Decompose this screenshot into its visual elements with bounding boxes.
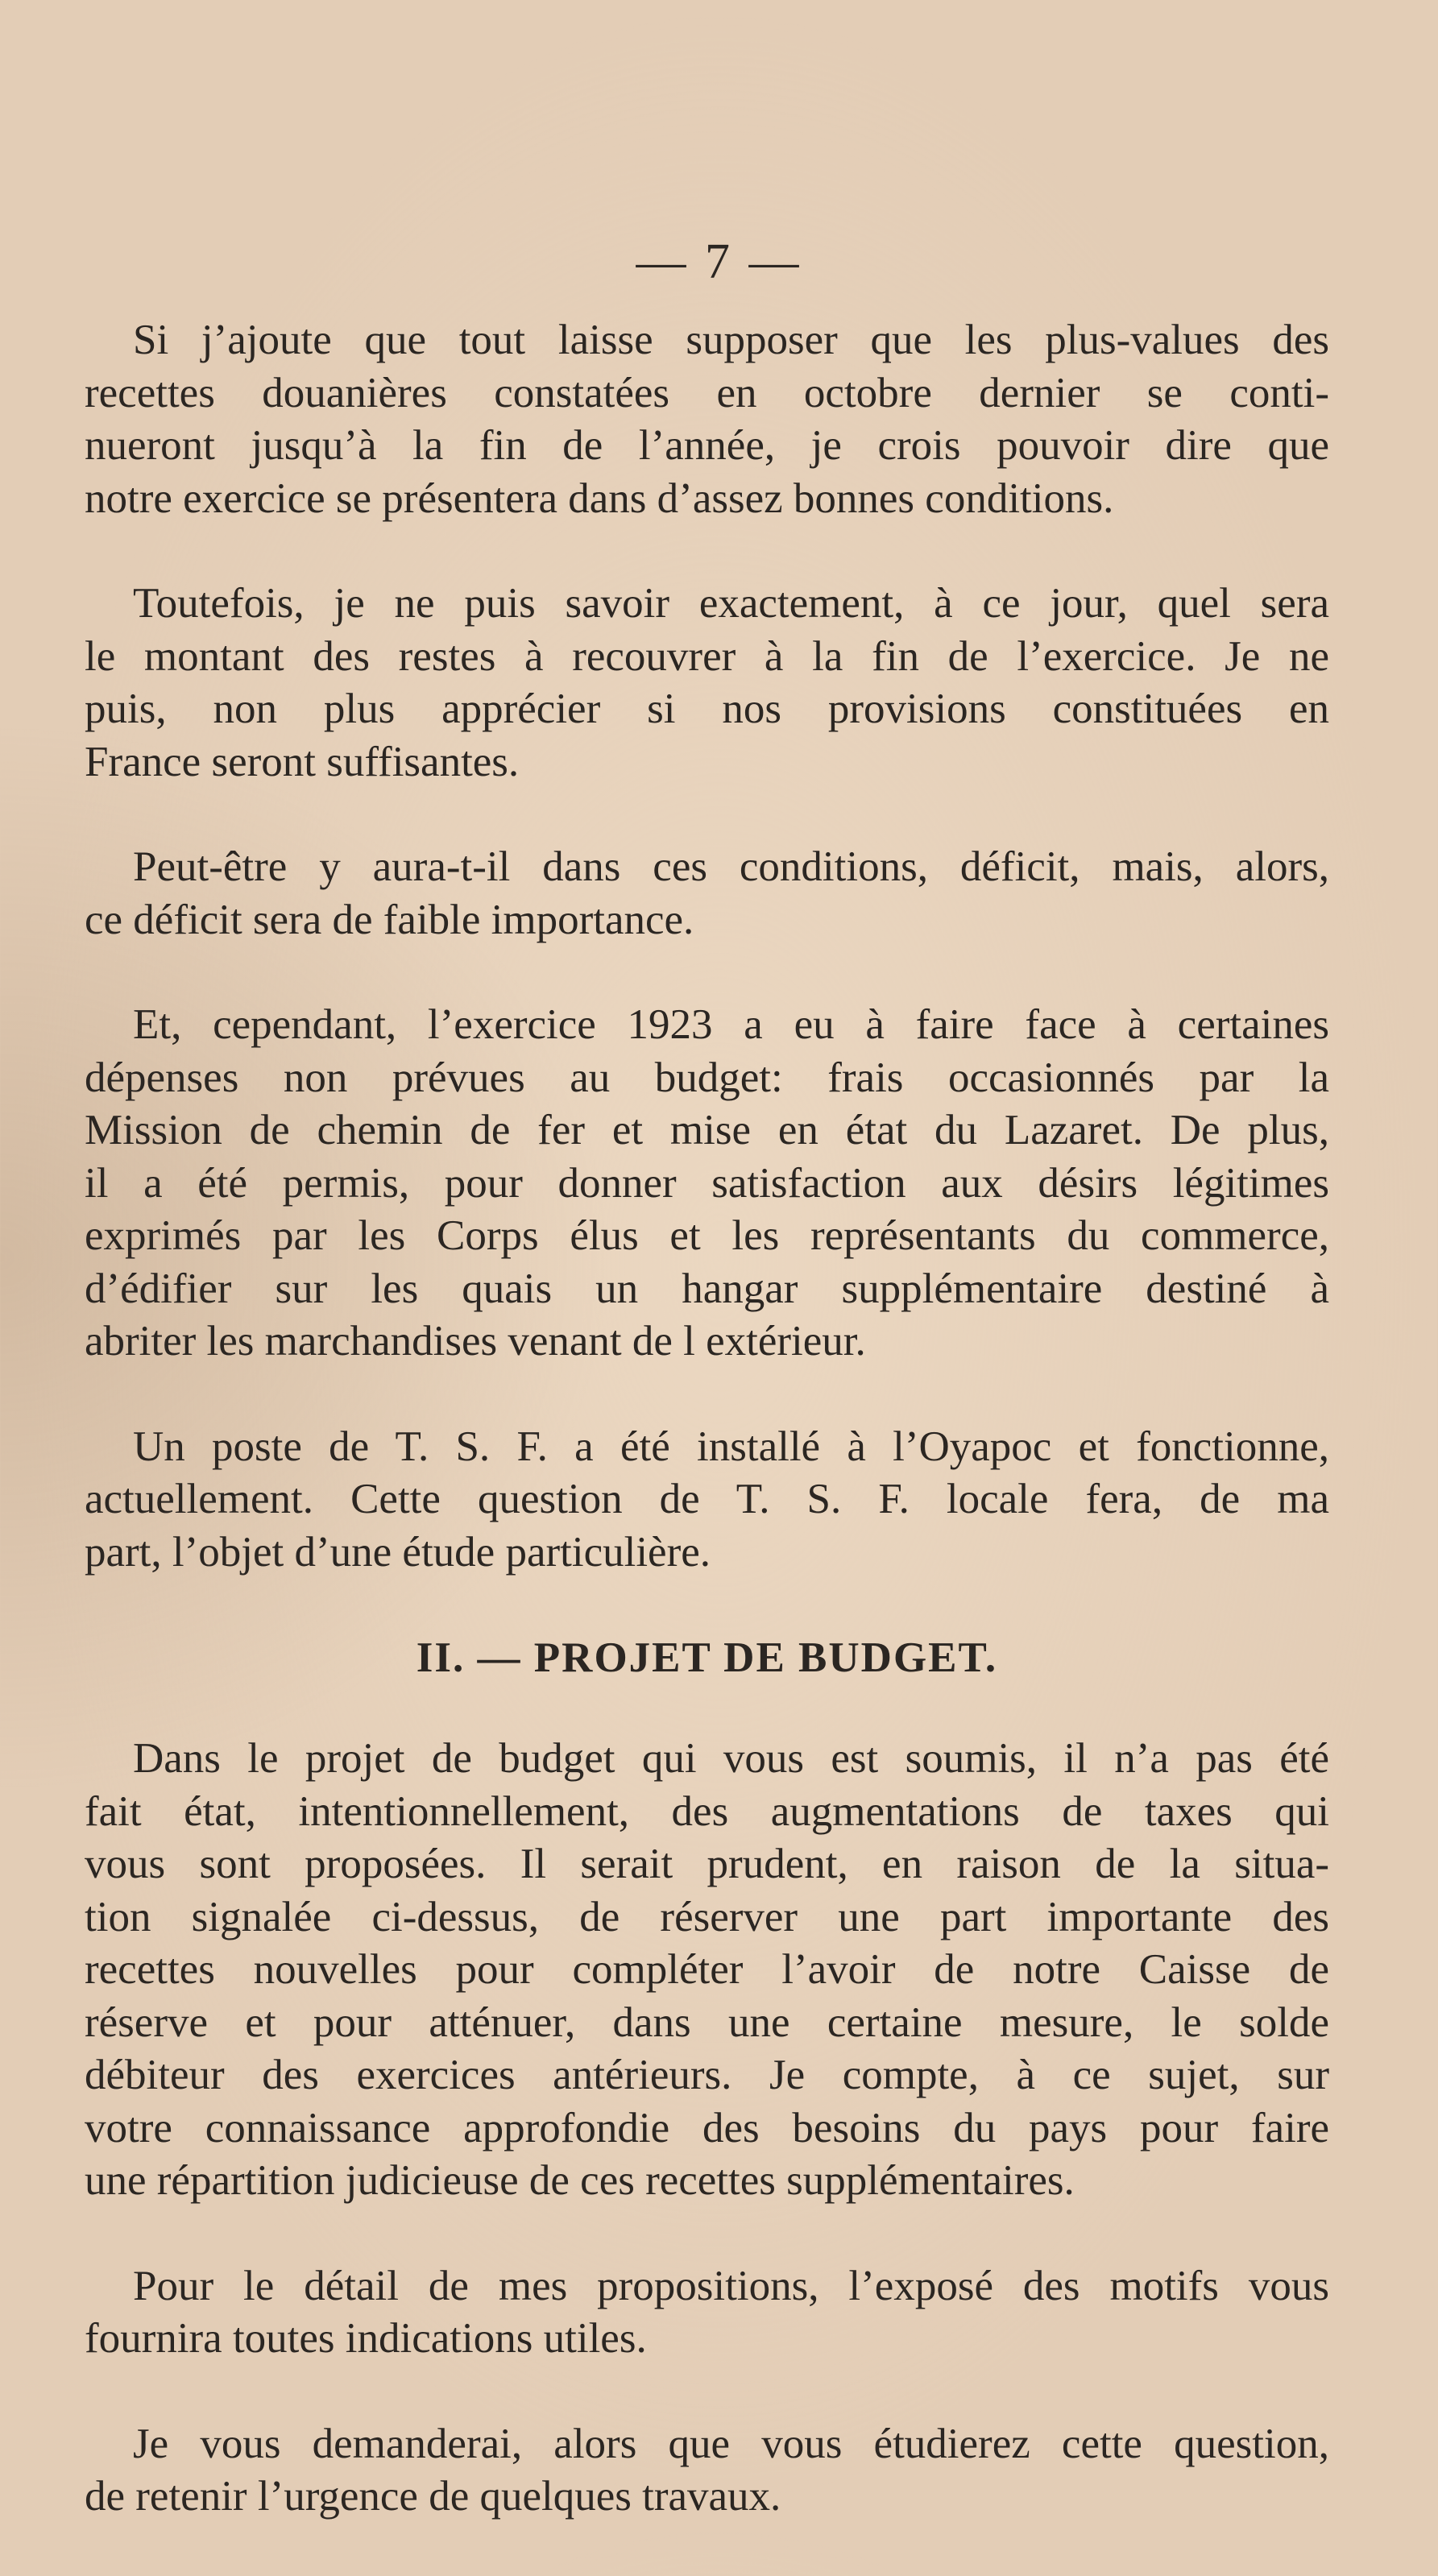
- text-line: il a été permis, pour donner satisfaction aux désirs légitimes: [85, 1159, 1329, 1207]
- text-line: France seront suffisantes.: [85, 738, 520, 785]
- text-line: Peut-être y aura-t-il dans ces conditions, déficit, mais, alors,: [133, 843, 1329, 890]
- paragraph-3: [85, 841, 1329, 946]
- text-line: part, l’objet d’une étude particulière.: [85, 1528, 711, 1576]
- text-line: réserve et pour atténuer, dans une certaine mesure, le solde: [85, 1998, 1329, 2046]
- text-line: Toutefois, je ne puis savoir exactement, à ce jour, quel sera: [133, 580, 1329, 627]
- text-line: abriter les marchandises venant de l extérieur.: [85, 1318, 866, 1365]
- text-line: actuellement. Cette question de T. S. F. locale fera, de ma: [85, 1476, 1329, 1522]
- text-line: une répartition judicieuse de ces recettes supplémentaires.: [85, 2157, 1075, 2204]
- text-line: notre exercice se présentera dans d’assez bonnes conditions.: [85, 474, 1114, 522]
- page-body: [85, 314, 1329, 2576]
- text-line: Et, cependant, l’exercice 1923 a eu à faire face à certaines: [133, 1001, 1329, 1048]
- text-line: fournira toutes indications utiles.: [85, 2315, 647, 2362]
- text-line: Je vous demanderai, alors que vous étudierez cette question,: [133, 2420, 1329, 2467]
- text-line: le montant des restes à recouvrer à la fin de l’exercice. Je ne: [85, 632, 1329, 680]
- paragraph-4: [85, 999, 1329, 1369]
- text-line: tion signalée ci-dessus, de réserver une part importante des: [85, 1893, 1329, 1940]
- paragraph-7: [85, 2260, 1329, 2366]
- text-line: débiteur des exercices antérieurs. Je compte, à ce sujet, sur: [85, 2052, 1329, 2098]
- text-line: recettes nouvelles pour compléter l’avoir de notre Caisse de: [85, 1946, 1329, 1993]
- paragraph-5: [85, 1421, 1329, 1580]
- text-line: nueront jusqu’à la fin de l’année, je crois pouvoir dire que: [85, 422, 1329, 469]
- text-line: Pour le détail de mes propositions, l’exposé des motifs vous: [133, 2262, 1329, 2309]
- text-line: votre connaissance approfondie des besoins du pays pour faire: [85, 2104, 1329, 2151]
- text-line: vous sont proposées. Il serait prudent, en raison de la situa-: [85, 1841, 1329, 1887]
- paragraph-1: [85, 314, 1329, 525]
- text-line: recettes douanières constatées en octobre dernier se conti-: [85, 369, 1329, 416]
- paragraph-6: [85, 1733, 1329, 2208]
- text-line: dépenses non prévues au budget: frais occasionnés par la: [85, 1054, 1329, 1101]
- text-line: Mission de chemin de fer et mise en état du Lazaret. De plus,: [85, 1107, 1329, 1153]
- text-line: de retenir l’urgence de quelques travaux.: [85, 2473, 781, 2520]
- text-line: exprimés par les Corps élus et les représentants du commerce,: [85, 1212, 1329, 1259]
- paragraph-2: [85, 578, 1329, 789]
- text-line: fait état, intentionnellement, des augmentations de taxes qui: [85, 1787, 1329, 1835]
- text-line: d’édifier sur les quais un hangar supplémentaire destiné à: [85, 1265, 1329, 1312]
- paragraph-8: [85, 2418, 1329, 2524]
- text-line: Si j’ajoute que tout laisse supposer que les plus-values des: [133, 317, 1329, 363]
- text-line: ce déficit sera de faible importance.: [85, 896, 694, 943]
- text-line: puis, non plus apprécier si nos provisions constituées en: [85, 685, 1329, 732]
- text-line: Un poste de T. S. F. a été installé à l’Oyapoc et fonctionne,: [133, 1423, 1329, 1470]
- section-heading: II. — PROJET DE BUDGET.: [416, 1634, 998, 1681]
- page-number: — 7 —: [636, 234, 802, 289]
- text-line: Dans le projet de budget qui vous est soumis, il n’a pas été: [133, 1735, 1329, 1782]
